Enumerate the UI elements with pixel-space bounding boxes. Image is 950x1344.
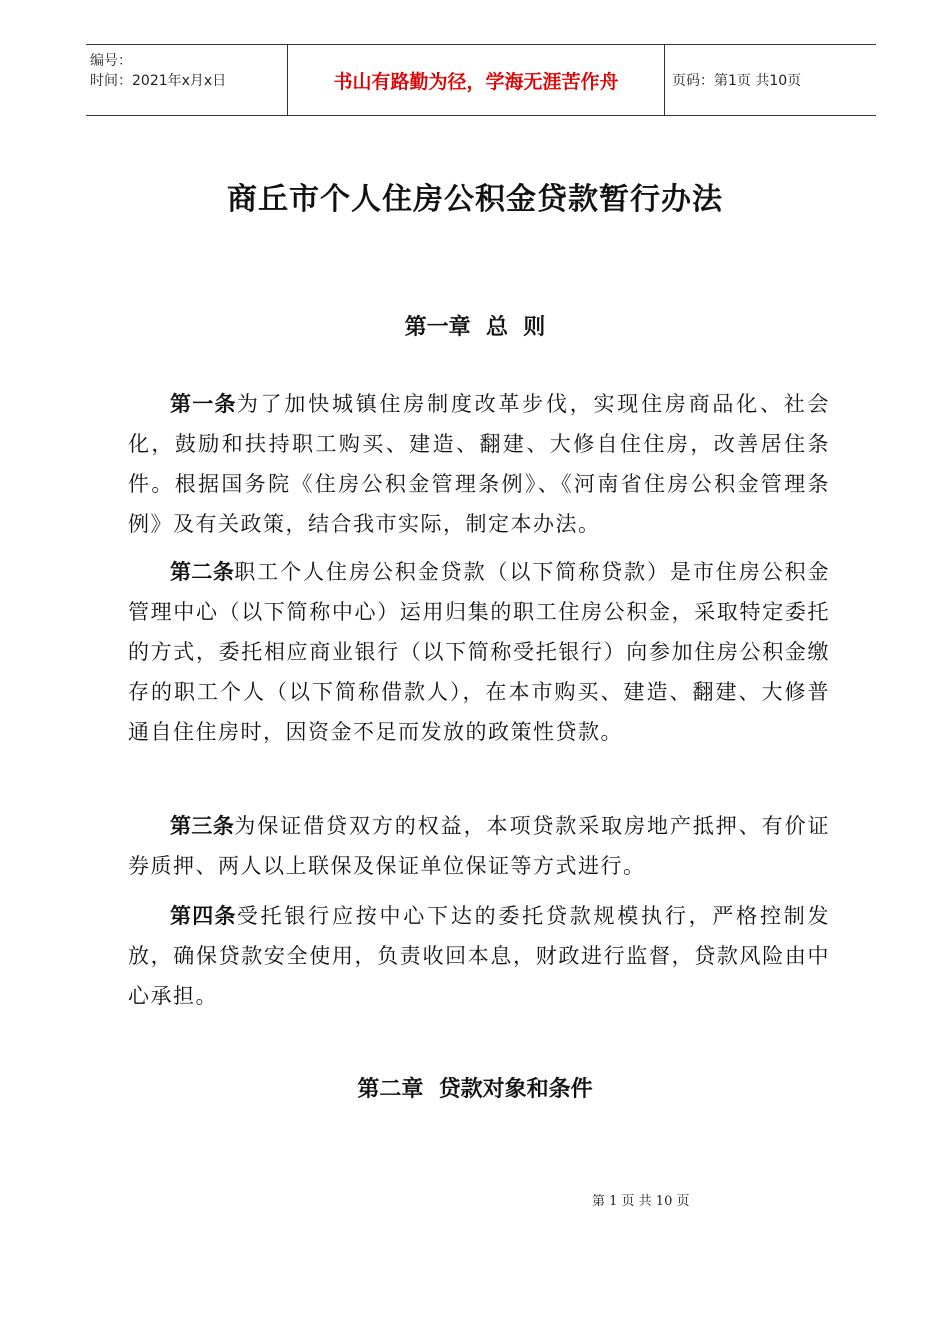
article-text: 为保证借贷双方的权益，本项贷款采取房地产抵押、有价证券质押、两人以上联保及保证单位保证等方式进行。 — [128, 814, 831, 878]
page-header — [86, 44, 876, 116]
time-label: 时间：2021年x月x日 — [90, 73, 227, 89]
article-label: 第三条 — [170, 814, 235, 838]
article-3 — [128, 806, 830, 886]
page-footer: 第 1 页 共 10 页 — [592, 1194, 690, 1209]
article-4 — [128, 896, 830, 1016]
article-label: 第四条 — [170, 904, 237, 928]
article-text: 职工个人住房公积金贷款（以下简称贷款）是市住房公积金管理中心（以下简称中心）运用归集的职工住房公积金，采取特定委托的方式，委托相应商业银行（以下简称受托银行）向参加住房公积金缴存的职工个人（以下简称借款人），在本市购买、建造、翻建、大修普通自住住房时，因资金不足而发放的政策性贷款。 — [128, 560, 831, 744]
header-motto: 书山有路勤为径，学海无涯苦作舟 — [287, 45, 665, 115]
article-label: 第一条 — [170, 392, 237, 416]
article-text: 受托银行应按中心下达的委托贷款规模执行，严格控制发放，确保贷款安全使用，负责收回本息，财政进行监督，贷款风险由中心承担。 — [128, 904, 831, 1008]
number-label: 编号： — [90, 53, 132, 69]
document-title: 商丘市个人住房公积金贷款暂行办法 — [227, 182, 723, 217]
article-text: 为了加快城镇住房制度改革步伐，实现住房商品化、社会化，鼓励和扶持职工购买、建造、翻建、大修自住住房，改善居住条件。根据国务院《住房公积金管理条例》、《河南省住房公积金管理条例》及有关政策，结合我市实际，制定本办法。 — [128, 392, 831, 536]
chapter-heading-2: 第二章 贷款对象和条件 — [357, 1077, 593, 1102]
header-meta — [90, 51, 286, 91]
article-2 — [128, 552, 830, 752]
article-1 — [128, 384, 830, 544]
chapter-heading-1: 第一章 总 则 — [404, 315, 546, 340]
article-label: 第二条 — [170, 560, 235, 584]
header-page-info: 页码：第1页 共10页 — [672, 73, 802, 89]
